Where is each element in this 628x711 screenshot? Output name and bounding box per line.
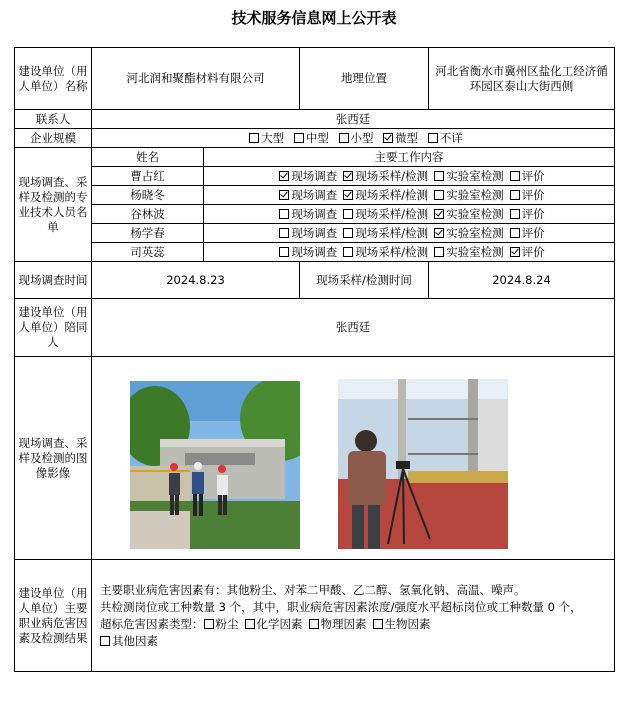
site-photo-sampling-image (338, 379, 508, 549)
location-label: 地理位置 (300, 48, 429, 110)
checkbox-icon[interactable] (204, 619, 214, 629)
checkbox-icon[interactable] (343, 190, 353, 200)
work-option[interactable]: 实验室检测 (428, 188, 504, 202)
checkbox-icon[interactable] (343, 209, 353, 219)
page-title: 技术服务信息网上公开表 (231, 9, 397, 27)
work-option[interactable]: 实验室检测 (428, 207, 504, 221)
location-value: 河北省衡水市冀州区盐化工经济循环园区泰山大街西侧 (429, 48, 615, 110)
checkbox-icon[interactable] (309, 619, 319, 629)
staff-work-header: 主要工作内容 (204, 148, 615, 167)
checkbox-icon[interactable] (279, 228, 289, 238)
survey-date: 2024.8.23 (92, 262, 300, 299)
checkbox-icon[interactable] (294, 133, 304, 143)
checkbox-icon[interactable] (510, 209, 520, 219)
checkbox-icon[interactable] (510, 171, 520, 181)
scale-option[interactable]: 大型 (243, 131, 284, 145)
work-option[interactable]: 评价 (504, 207, 545, 221)
staff-name: 曹占红 (92, 167, 204, 186)
work-option[interactable]: 现场采样/检测 (337, 226, 428, 240)
work-option[interactable]: 评价 (504, 226, 545, 240)
checkbox-icon[interactable] (383, 133, 393, 143)
work-option[interactable]: 实验室检测 (428, 169, 504, 183)
scale-options (92, 129, 615, 148)
scale-option[interactable]: 不详 (422, 131, 463, 145)
work-option[interactable]: 现场采样/检测 (337, 245, 428, 259)
checkbox-icon[interactable] (343, 228, 353, 238)
work-option[interactable]: 现场采样/检测 (337, 169, 428, 183)
checkbox-icon[interactable] (249, 133, 259, 143)
work-option[interactable]: 实验室检测 (428, 245, 504, 259)
checkbox-icon[interactable] (434, 190, 444, 200)
checkbox-icon[interactable] (279, 247, 289, 257)
site-photo-outdoor (130, 381, 300, 549)
table-row (15, 205, 615, 224)
type-option[interactable]: 化学因素 (239, 617, 303, 631)
work-option[interactable]: 实验室检测 (428, 226, 504, 240)
staff-name: 司英蕊 (92, 243, 204, 262)
checkbox-icon[interactable] (339, 133, 349, 143)
checkbox-icon[interactable] (245, 619, 255, 629)
work-option[interactable]: 现场调查 (273, 226, 337, 240)
type-option[interactable]: 生物因素 (367, 617, 431, 631)
checkbox-icon[interactable] (279, 190, 289, 200)
unit-label: 建设单位（用人单位）名称 (15, 48, 92, 110)
result-line-3: 超标危害因素类型： 粉尘 化学因素 物理因素 生物因素 (100, 616, 431, 631)
table-row (15, 243, 615, 262)
checkbox-icon[interactable] (343, 171, 353, 181)
checkbox-icon[interactable] (434, 171, 444, 181)
escort-name: 张西廷 (92, 299, 615, 357)
info-table (14, 47, 615, 672)
scale-option[interactable]: 小型 (333, 131, 374, 145)
scale-label: 企业规模 (15, 129, 92, 148)
escort-label: 建设单位（用人单位）陪同人 (15, 299, 92, 357)
table-row (15, 167, 615, 186)
table-row (15, 186, 615, 205)
checkbox-icon[interactable] (100, 636, 110, 646)
result-label: 建设单位（用人单位）主要职业病危害因素及检测结果 (15, 560, 92, 672)
unit-name: 河北润和聚酯材料有限公司 (92, 48, 300, 110)
result-line-4 (100, 633, 606, 650)
work-option[interactable]: 现场调查 (273, 169, 337, 183)
checkbox-icon[interactable] (373, 619, 383, 629)
type-option[interactable]: 物理因素 (303, 617, 367, 631)
images-label: 现场调查、采样及检测的图像影像 (15, 357, 92, 560)
work-option[interactable]: 现场调查 (273, 245, 337, 259)
scale-option[interactable]: 微型 (377, 131, 418, 145)
result-content (92, 560, 615, 672)
work-option[interactable]: 评价 (504, 169, 545, 183)
staff-name-header: 姓名 (92, 148, 204, 167)
work-option[interactable]: 现场调查 (273, 188, 337, 202)
checkbox-icon[interactable] (510, 228, 520, 238)
checkbox-icon[interactable] (279, 171, 289, 181)
work-option[interactable]: 现场采样/检测 (337, 207, 428, 221)
staff-work (204, 205, 615, 224)
staff-work (204, 186, 615, 205)
staff-label: 现场调查、采样及检测的专业技术人员名单 (15, 148, 92, 262)
sampling-date: 2024.8.24 (429, 262, 615, 299)
checkbox-icon[interactable] (510, 190, 520, 200)
contact-name: 张西廷 (92, 110, 615, 129)
checkbox-icon[interactable] (279, 209, 289, 219)
survey-date-label: 现场调查时间 (15, 262, 92, 299)
site-photo-sampling (338, 379, 508, 549)
sampling-date-label: 现场采样/检测时间 (300, 262, 429, 299)
work-option[interactable]: 现场采样/检测 (337, 188, 428, 202)
checkbox-icon[interactable] (510, 247, 520, 257)
checkbox-icon[interactable] (428, 133, 438, 143)
type-option[interactable]: 其他因素 (100, 634, 158, 648)
contact-label: 联系人 (15, 110, 92, 129)
staff-work (204, 167, 615, 186)
staff-name: 谷林波 (92, 205, 204, 224)
scale-option[interactable]: 中型 (288, 131, 329, 145)
table-row (15, 224, 615, 243)
staff-name: 杨学春 (92, 224, 204, 243)
staff-work (204, 243, 615, 262)
checkbox-icon[interactable] (434, 209, 444, 219)
work-option[interactable]: 评价 (504, 245, 545, 259)
result-line-1: 主要职业病危害因素有：其他粉尘、对苯二甲酸、乙二醇、氢氧化钠、高温、噪声。 (100, 582, 526, 597)
work-option[interactable]: 评价 (504, 188, 545, 202)
staff-work (204, 224, 615, 243)
site-photo-outdoor-image (130, 381, 300, 549)
checkbox-icon[interactable] (434, 228, 444, 238)
result-line-2: 共检测岗位或工种数量 3 个，其中，职业病危害因素浓度/强度水平超标岗位或工种数量 0 个， (100, 599, 582, 614)
staff-name: 杨晓冬 (92, 186, 204, 205)
work-option[interactable]: 现场调查 (273, 207, 337, 221)
checkbox-icon[interactable] (343, 247, 353, 257)
type-option[interactable]: 粉尘 (204, 617, 239, 631)
checkbox-icon[interactable] (434, 247, 444, 257)
